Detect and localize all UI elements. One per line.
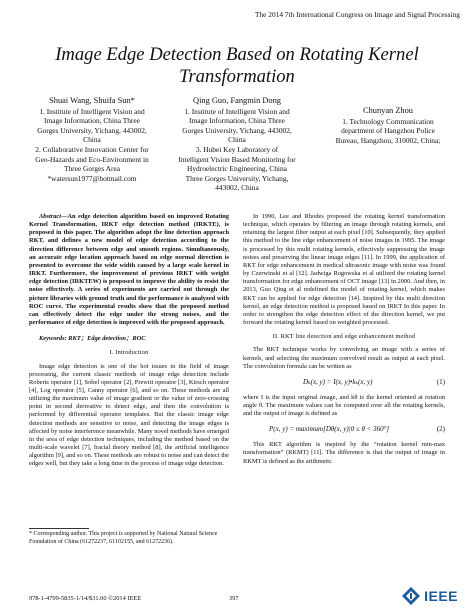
affiliation-line: Image Information, China Three <box>189 116 285 126</box>
affiliation-line: 2. Collaborative Innovation Center for <box>35 144 149 154</box>
affiliation-line: China <box>83 135 101 145</box>
left-column <box>29 213 229 469</box>
page-number: 397 <box>229 595 239 602</box>
affiliation-line: 443002, China <box>215 183 259 193</box>
affiliation-line: China <box>228 135 246 145</box>
affiliation-line: Image Information, China Three <box>44 116 140 126</box>
affiliation-line: Intelligent Vision Based Monitoring for <box>178 154 296 164</box>
footnote: * Corresponding author. This project is supported by National Natural Science Foundation of China (61272237, 61102155, and 61272236). <box>29 531 218 545</box>
affiliation-line: Geo-Hazards and Eco-Environment in <box>35 154 149 164</box>
section-heading-introduction: I. Introduction <box>109 349 149 357</box>
affiliation-line: 1. Institute of Intelligent Vision and <box>184 106 290 116</box>
author-block-1 <box>22 96 162 183</box>
author-block-2 <box>166 96 308 193</box>
rkt-paragraph-3: This RKT algorithm is inspired by the “rotation kernel min-max transformation” (RKMT) [11]. The difference is that the output of image in RKMT is defined as the arithmetic <box>243 441 445 465</box>
author-block-3 <box>320 106 456 145</box>
equation-2-number: (2) <box>436 425 445 434</box>
affiliation-line: Three Gorges Area <box>63 164 121 174</box>
conference-header: The 2014 7th International Congress on Image and Signal Processing <box>254 10 460 19</box>
affiliation-line: Gorges University, Yichang, 443002, <box>37 125 147 135</box>
author-names: Shuai Wang, Shuifa Sun* <box>49 96 135 105</box>
equation-2-formula: P(x, y) = maximum[Dθ(x, y)|0 ≤ θ < 360°] <box>269 425 390 434</box>
affiliation-line: 3. Hubei Key Laboratory of <box>195 144 279 154</box>
ieee-wordmark: IEEE <box>424 588 458 604</box>
introduction-paragraph: Image edge detection is one of the hot issues in the field of image processing, the current classic methods of image edge detection include Roberts operator [1], Sobel operator [2], Prewitt operator [3], Kirsch operator [4], Log operator [5], Canny operator [6], and so on. These methods are all utilizing the maximum value of image gradient or the value of zero-crossing point in second derivative to detect edge, and then the convolution is performed by differential operator templates. But the classic image edge detection methods are sensitive to noise, and detecting the image edges is affected by noise interference meanwhile. Many novel methods have emerged in the area of edge detection techniques, including the method based on the multi-scale wavelet [7], fractal theory method [8], the artificial intelligence algorithm [9], and so on. These methods are robust to noise and can detect the edges well, but they take a long time in the process of image edge detection. <box>29 362 229 468</box>
author-names: Chunyan Zhou <box>362 106 413 115</box>
affiliation-line: Gorges University, Yichang, 443002, <box>182 125 292 135</box>
equation-1-formula: Dₖ(x, y) = I(x, y)•kₖ(x, y) <box>303 377 373 386</box>
footer-isbn: 978-1-4799-5835-1/14/$31.00 ©2014 IEEE <box>29 595 142 602</box>
rkt-paragraph-1: The RKT technique works by convolving an image with a series of kernels, and selecting the maximum convolved result as output at each pixel. The convolution formula can be written as <box>243 346 445 370</box>
keywords: Keywords: RKT；Edge detection；ROC <box>39 335 146 343</box>
affiliation-line: 1. Technology Communication <box>342 116 434 126</box>
rkt-paragraph-2: where I is the input original image, and kθ is the kernel oriented at rotation angle θ. The maximum values can be computed over all the rotating kernels, and the output of image is defined as <box>243 393 445 418</box>
ieee-logo <box>401 586 458 606</box>
abstract-text: —An edge detection algorithm based on improved Rotating Kernel Transformation, IRKT edge detection method (IRKTE), is proposed in this paper. The algorithm adopt the line detection approach RKT, and defines a new model of edge detection according to the direction difference between edge and smooth regions. Simultaneously, an accurate edge location approach based on edge normal direction is presented to overcome the wide width caused by a large scale kernel in IRKT. Furthermore, the improvement of previous IRKT with weight edge detection (IRKTEW) is proposed to improve the ability to resist the noise effectively. A series of experiments are carried out through the picture libraries with ground truth and the performance is analyzed with ROC curve. The experimental results show that the proposed method can effectively detect the edge under the strong noises, and the performance of edge detection is improved with the proposed approach. <box>29 213 229 327</box>
author-email: *watersun1977@hotmail.com <box>47 173 137 183</box>
abstract-label: Abstract <box>39 213 62 220</box>
affiliation-line: Hydroelectric Engineering, China <box>187 164 287 174</box>
abstract <box>29 213 229 327</box>
right-column <box>243 213 445 466</box>
equation-1 <box>243 374 445 391</box>
section-heading-rkt: II. RKT line detection and edge enhancement method <box>272 333 416 341</box>
affiliation-line: Three Gorges University, Yichang, <box>185 173 289 183</box>
rkt-history-paragraph: In 1990, Lee and Rhodes proposed the rotating kernel transformation technique, which operates by filtering an image through rotating kernels, and retaining the largest filter output at each pixel [10]. Subsequently, they applied this method to the line edge enhancement of noise images in 1995. The image is processed by this multi rotating kernels, effectively suppressing the image noises and preserving the linear image edges [11]. In 1999, the application of RKT for edge enhancement in medical ultrasonic image with noise was found by Czerwinski et al [12]. Jadwiga Rogowska et al utilized the rotating kernel transformation for edge enhancement of OCT image [13] in 2000. And then, in 2013, Guo Qing et al redefined the model of rotating kernel, which makes RKT can be applied for edge detection [14]. Inspired by this multi direction kernel, an edge detection method is proposed based on IRKT In this paper. In order to strengthen the edge detection effect of the direction kernel, we put forward the rotating kernel based on weighted processed. <box>243 213 445 327</box>
footnote-rule <box>29 528 89 529</box>
paper-title: Image Edge Detection Based on Rotating Kernel Transformation <box>55 44 419 87</box>
author-names: Qing Guo, Fangmin Dong <box>193 96 281 105</box>
ieee-diamond-icon <box>401 586 421 606</box>
affiliation-line: department of Hangzhou Police <box>341 126 435 136</box>
affiliation-line: 1. Institute of Intelligent Vision and <box>39 106 145 116</box>
equation-2 <box>243 421 445 438</box>
equation-1-number: (1) <box>436 377 445 386</box>
affiliation-line: Bureau, Hangzhou, 310002, China; <box>335 135 441 145</box>
